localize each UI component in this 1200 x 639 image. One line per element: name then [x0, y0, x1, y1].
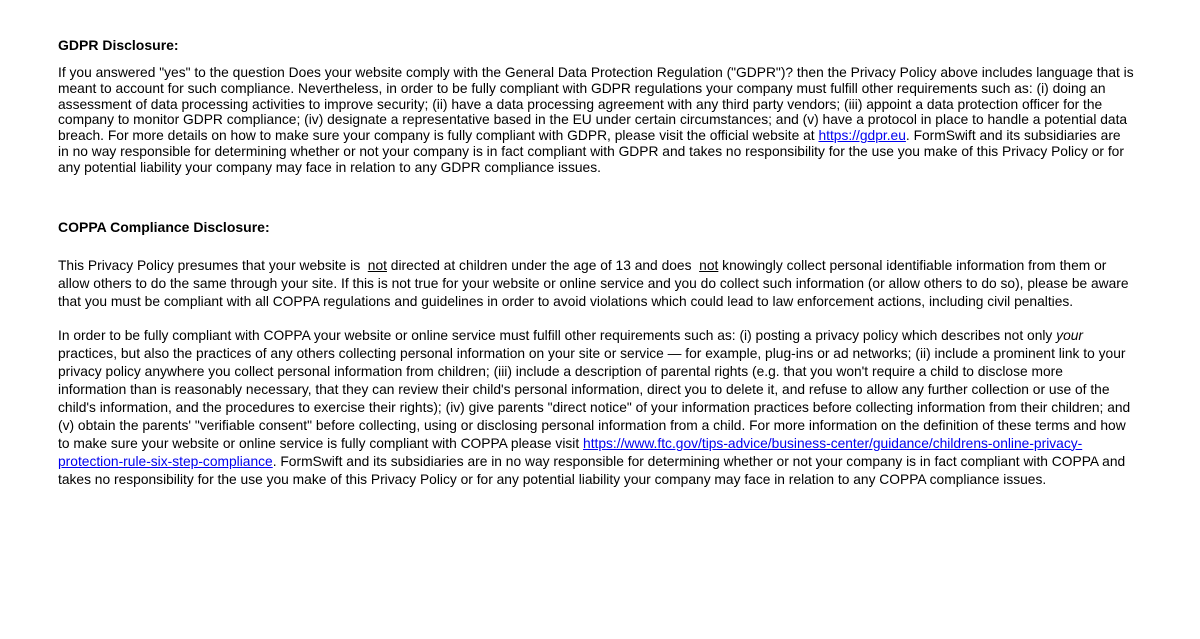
coppa-paragraph-1	[58, 257, 1134, 311]
text-run-italic: your	[1056, 327, 1084, 343]
coppa-paragraph-2	[58, 327, 1134, 489]
text-run: directed at children under the age of 13 and does	[386, 257, 700, 273]
text-run: . FormSwift and its subsidiaries are in no way responsible for determining whether or not your company is in fact compliant with COPPA and takes no responsibility for the use you make of this Privacy Policy or for any potential liability your company may face in relation to any COPPA compliance issues.	[58, 453, 1126, 487]
ftc-coppa-link[interactable]: https://www.ftc.gov/tips-advice/business-center/guidance/childrens-online-privacy-protection-rule-six-step-compliance	[58, 435, 1083, 469]
text-run: This Privacy Policy presumes that your website is	[58, 257, 368, 273]
text-run: knowingly collect personal identifiable information from them or allow others to do the same through your site. If this is not true for your website or online service and you do collect such information (or allow others to do so), please be aware that you must be compliant with all COPPA regulations and guidelines in order to avoid violations which could lead to law enforcement actions, including civil penalties.	[58, 257, 1129, 309]
text-run: . FormSwift and its subsidiaries are in no way responsible for determining whether or not your company is in fact compliant with GDPR and takes no responsibility for the use you make of this Privacy Policy or for any potential liability your company may face in relation to any GDPR compliance issues.	[58, 128, 1124, 175]
text-run-underline: not	[367, 257, 387, 273]
coppa-section	[58, 219, 1134, 489]
text-run: If you answered "yes" to the question Does your website comply with the General Data Protection Regulation ("GDPR")? then the Privacy Policy above includes language that is meant to account for such compliance. Nevertheless, in order to be fully compliant with GDPR regulations your company must fulfill other requirements such as: (i) doing an assessment of data processing activities to improve security; (ii) have a data processing agreement with any third party vendors; (iii) appoint a data protection officer for the company to monitor GDPR compliance; (iv) designate a representative based in the EU under certain circumstances; and (v) have a protocol in place to handle a potential data breach. For more details on how to make sure your company is fully compliant with GDPR, please visit the official website at	[58, 65, 1134, 144]
text-run: In order to be fully compliant with COPPA your website or online service must fulfill other requirements such as: (i) posting a privacy policy which describes not only	[58, 327, 1057, 343]
gdpr-disclosure-paragraph	[58, 65, 1134, 176]
text-run-underline: not	[699, 257, 719, 273]
coppa-compliance-heading: COPPA Compliance Disclosure:	[58, 218, 270, 235]
text-run: practices, but also the practices of any others collecting personal information on your site or service — for example, plug-ins or ad networks; (ii) include a prominent link to your privacy policy anywhere you collect personal information from children; (iii) include a description of parental rights (e.g. that you won't require a child to disclose more information than is reasonably necessary, that they can review their child's personal information, direct you to delete it, and refuse to allow any further collection or use of the child's information, and the procedures to exercise their rights); (iv) give parents "direct notice" of your information practices before collecting information from their children; and (v) obtain the parents' "verifiable consent" before collecting, using or disclosing personal information from a child. For more information on the definition of these terms and how to make sure your website or online service is fully compliant with COPPA please visit	[58, 345, 1131, 451]
gdpr-disclosure-heading: GDPR Disclosure:	[58, 37, 179, 53]
gdpr-link[interactable]: https://gdpr.eu	[818, 128, 906, 144]
gdpr-section	[58, 37, 1134, 176]
